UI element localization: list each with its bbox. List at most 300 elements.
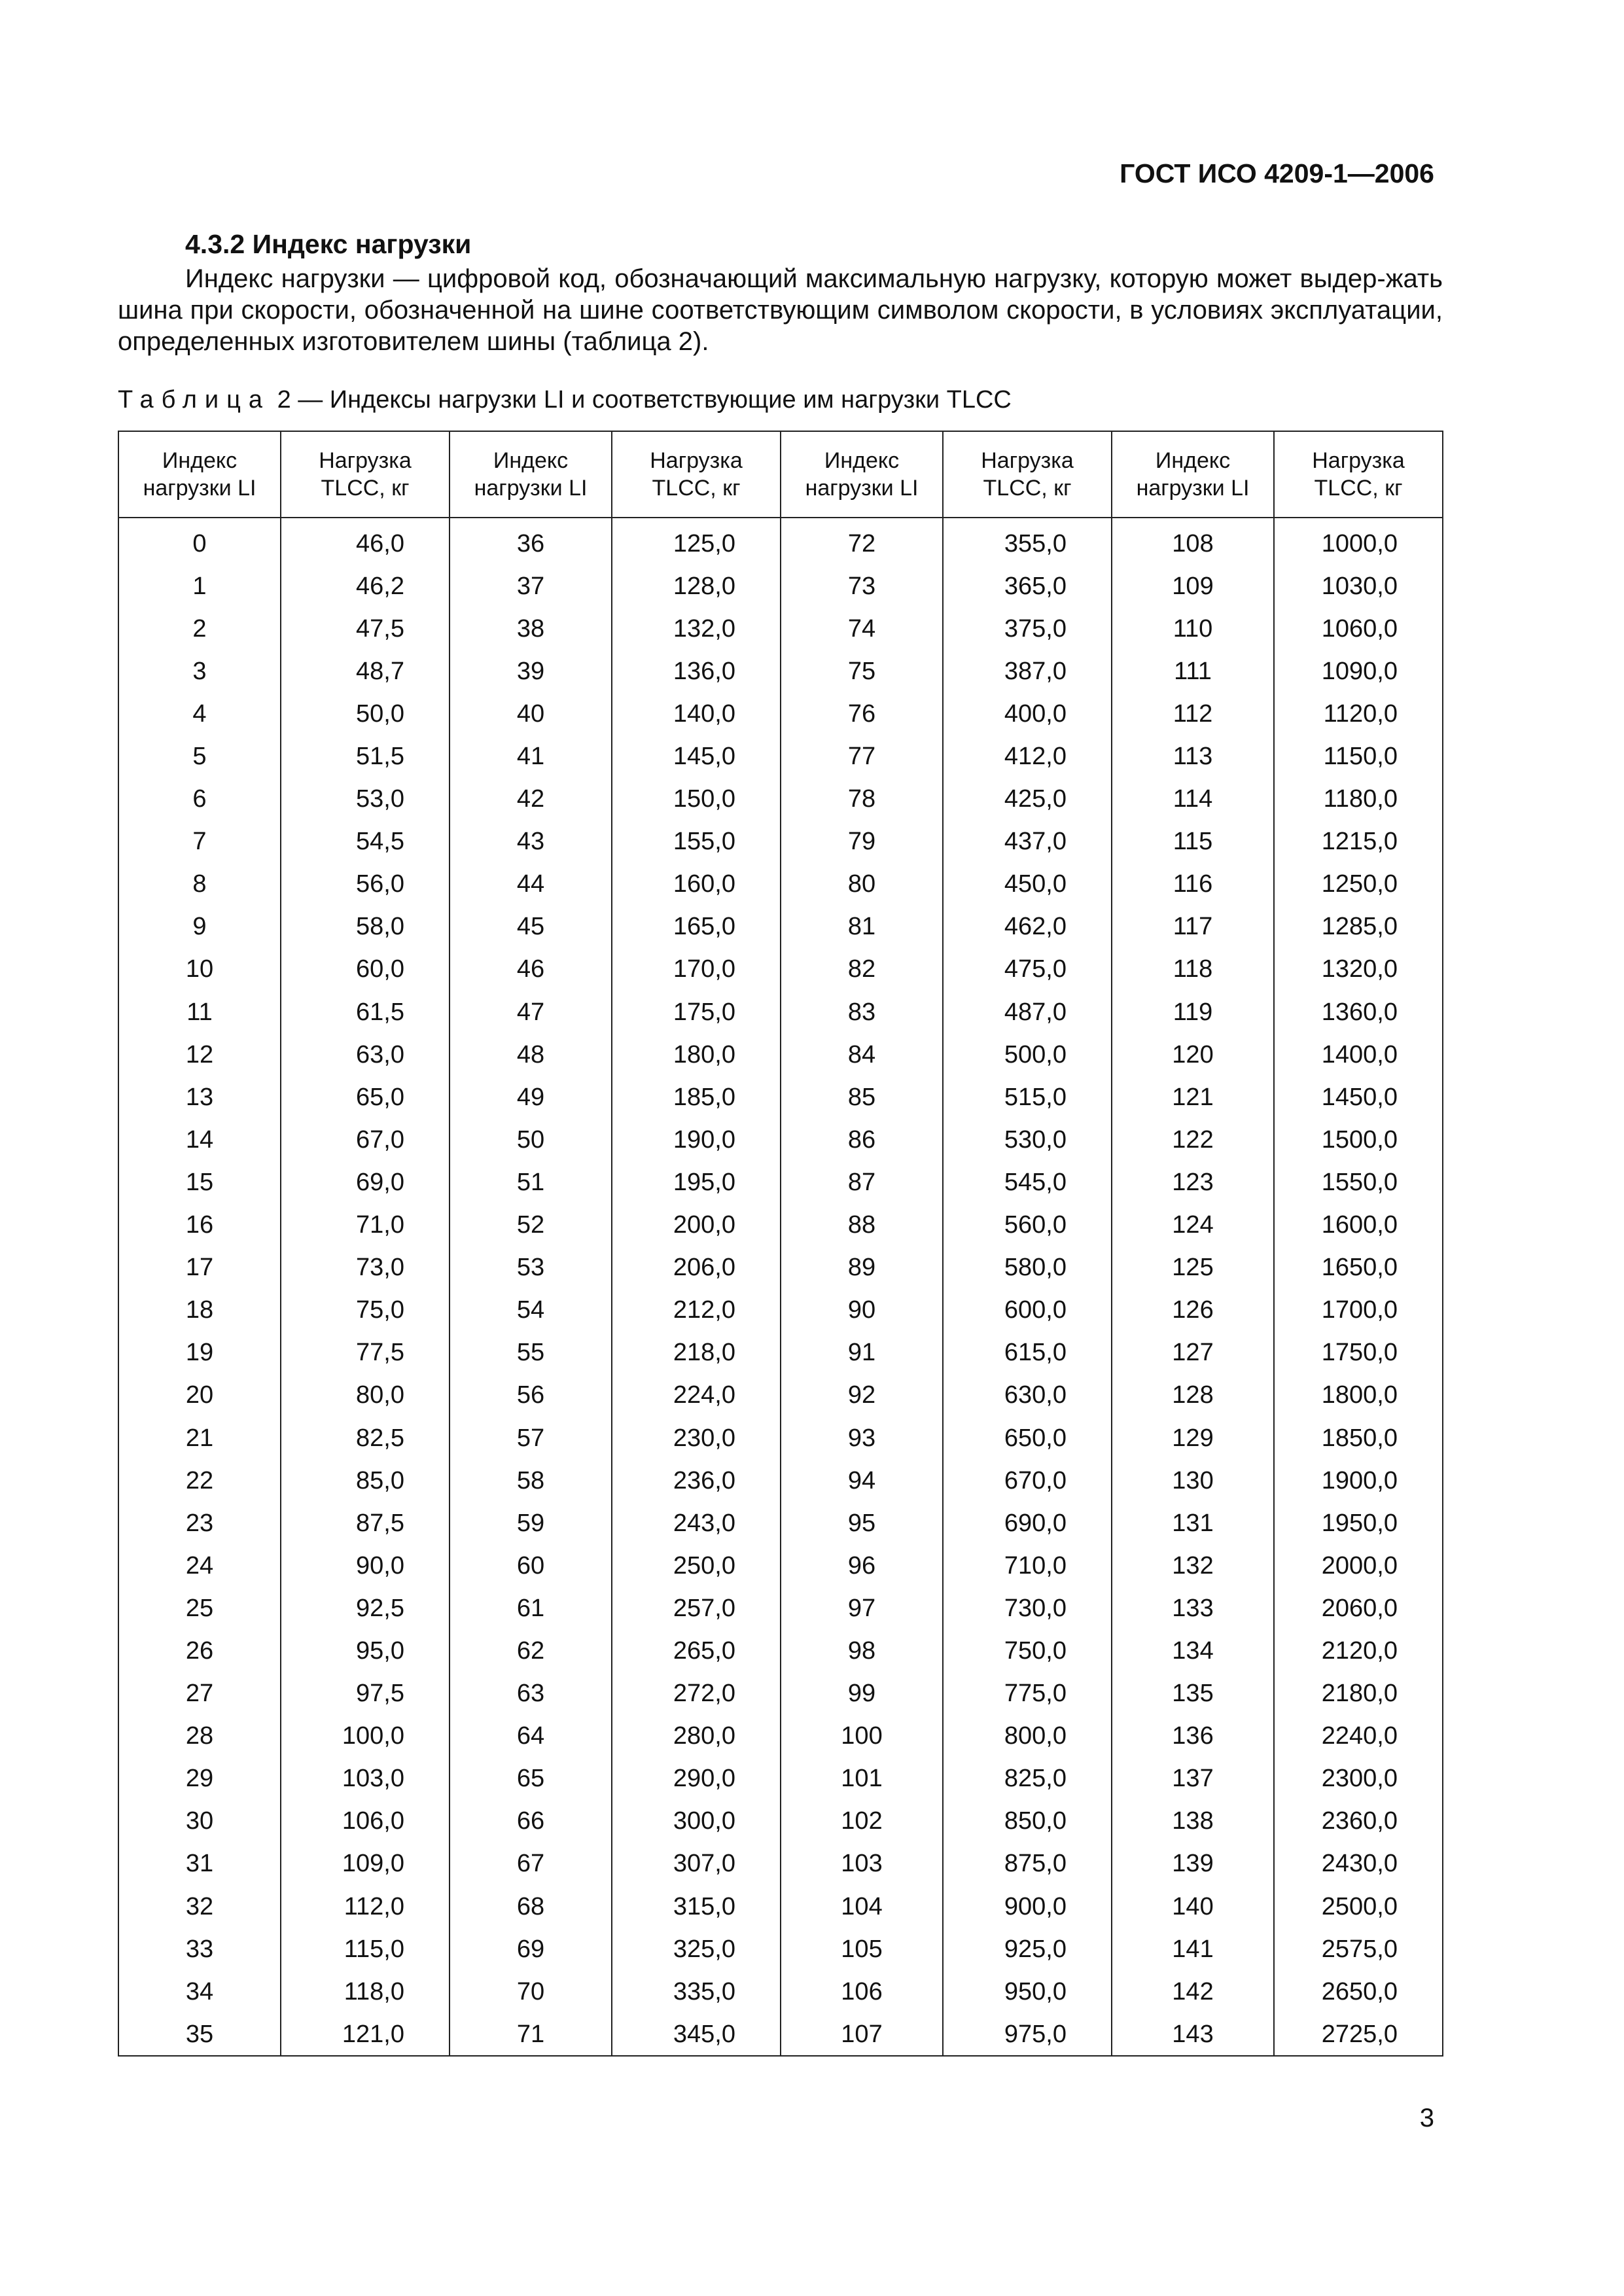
load-index-cell: 29: [118, 1757, 281, 1800]
load-value-cell: 365,0: [943, 565, 1112, 607]
table-row: [118, 1502, 1443, 1544]
load-value-cell: 925,0: [943, 1928, 1112, 1970]
table-row: [118, 991, 1443, 1033]
load-index-cell: 79: [781, 821, 943, 863]
load-value-cell: 54,5: [281, 821, 450, 863]
load-value-cell: 85,0: [281, 1459, 450, 1502]
load-value-cell: 315,0: [612, 1885, 781, 1928]
load-index-cell: 45: [450, 906, 612, 948]
load-value-cell: 128,0: [612, 565, 781, 607]
load-index-cell: 112: [1112, 692, 1274, 735]
load-index-cell: 104: [781, 1885, 943, 1928]
load-value-cell: 437,0: [943, 821, 1112, 863]
load-index-cell: 124: [1112, 1204, 1274, 1246]
load-index-cell: 86: [781, 1118, 943, 1161]
load-value-cell: 160,0: [612, 863, 781, 906]
load-index-cell: 35: [118, 2013, 281, 2056]
table-caption-prefix: Таблица: [118, 386, 270, 414]
table-row: [118, 692, 1443, 735]
header-load-index: Индекс нагрузки LI: [1112, 431, 1274, 518]
load-value-cell: 180,0: [612, 1033, 781, 1076]
load-value-cell: 206,0: [612, 1246, 781, 1289]
load-value-cell: 71,0: [281, 1204, 450, 1246]
load-index-cell: 16: [118, 1204, 281, 1246]
load-value-cell: 2120,0: [1274, 1629, 1443, 1672]
load-value-cell: 80,0: [281, 1374, 450, 1417]
load-value-cell: 1400,0: [1274, 1033, 1443, 1076]
load-value-cell: 600,0: [943, 1289, 1112, 1332]
load-value-cell: 73,0: [281, 1246, 450, 1289]
header-load-index: Индекс нагрузки LI: [118, 431, 281, 518]
load-index-cell: 75: [781, 650, 943, 692]
load-index-cell: 101: [781, 1757, 943, 1800]
load-value-cell: 450,0: [943, 863, 1112, 906]
load-index-cell: 41: [450, 735, 612, 777]
page-number: 3: [1419, 2104, 1434, 2132]
load-value-cell: 630,0: [943, 1374, 1112, 1417]
load-index-cell: 1: [118, 565, 281, 607]
load-index-cell: 128: [1112, 1374, 1274, 1417]
load-index-cell: 135: [1112, 1672, 1274, 1715]
load-value-cell: 1360,0: [1274, 991, 1443, 1033]
load-value-cell: 170,0: [612, 948, 781, 991]
load-index-cell: 91: [781, 1332, 943, 1374]
load-index-cell: 88: [781, 1204, 943, 1246]
load-value-cell: 56,0: [281, 863, 450, 906]
header-load-tlcc: Нагрузка TLCC, кг: [612, 431, 781, 518]
load-index-cell: 125: [1112, 1246, 1274, 1289]
header-load-index: Индекс нагрузки LI: [450, 431, 612, 518]
load-value-cell: 412,0: [943, 735, 1112, 777]
load-index-cell: 127: [1112, 1332, 1274, 1374]
table-caption: [118, 386, 1012, 414]
load-value-cell: 1215,0: [1274, 821, 1443, 863]
load-index-cell: 126: [1112, 1289, 1274, 1332]
load-index-cell: 47: [450, 991, 612, 1033]
table-row: [118, 906, 1443, 948]
load-value-cell: 2180,0: [1274, 1672, 1443, 1715]
load-index-cell: 140: [1112, 1885, 1274, 1928]
load-index-cell: 137: [1112, 1757, 1274, 1800]
load-index-cell: 141: [1112, 1928, 1274, 1970]
load-value-cell: 710,0: [943, 1544, 1112, 1587]
load-index-cell: 85: [781, 1076, 943, 1118]
load-value-cell: 650,0: [943, 1417, 1112, 1459]
load-value-cell: 155,0: [612, 821, 781, 863]
load-index-cell: 2: [118, 607, 281, 650]
load-index-cell: 51: [450, 1161, 612, 1203]
load-index-cell: 40: [450, 692, 612, 735]
load-value-cell: 750,0: [943, 1629, 1112, 1672]
table-row: [118, 1033, 1443, 1076]
load-value-cell: 145,0: [612, 735, 781, 777]
load-index-cell: 117: [1112, 906, 1274, 948]
load-index-cell: 20: [118, 1374, 281, 1417]
load-value-cell: 48,7: [281, 650, 450, 692]
load-index-cell: 67: [450, 1843, 612, 1885]
load-value-cell: 92,5: [281, 1587, 450, 1629]
load-value-cell: 132,0: [612, 607, 781, 650]
load-index-cell: 73: [781, 565, 943, 607]
load-value-cell: 175,0: [612, 991, 781, 1033]
load-value-cell: 2240,0: [1274, 1715, 1443, 1757]
load-index-cell: 11: [118, 991, 281, 1033]
load-index-cell: 68: [450, 1885, 612, 1928]
load-value-cell: 425,0: [943, 778, 1112, 821]
table-header-row: [118, 431, 1443, 518]
load-index-cell: 115: [1112, 821, 1274, 863]
load-value-cell: 775,0: [943, 1672, 1112, 1715]
load-index-cell: 4: [118, 692, 281, 735]
load-value-cell: 212,0: [612, 1289, 781, 1332]
load-value-cell: 335,0: [612, 1970, 781, 2013]
load-index-cell: 0: [118, 518, 281, 565]
load-index-cell: 31: [118, 1843, 281, 1885]
load-index-cell: 106: [781, 1970, 943, 2013]
load-index-cell: 98: [781, 1629, 943, 1672]
load-value-cell: 165,0: [612, 906, 781, 948]
load-value-cell: 1320,0: [1274, 948, 1443, 991]
load-value-cell: 1950,0: [1274, 1502, 1443, 1544]
table-caption-text: 2 — Индексы нагрузки LI и соответствующие им нагрузки TLCC: [277, 386, 1012, 414]
table-row: [118, 1417, 1443, 1459]
load-value-cell: 1090,0: [1274, 650, 1443, 692]
load-index-cell: 14: [118, 1118, 281, 1161]
load-index-cell: 139: [1112, 1843, 1274, 1885]
load-index-cell: 113: [1112, 735, 1274, 777]
table-row: [118, 1544, 1443, 1587]
load-index-cell: 59: [450, 1502, 612, 1544]
load-index-cell: 28: [118, 1715, 281, 1757]
load-index-cell: 32: [118, 1885, 281, 1928]
load-index-cell: 23: [118, 1502, 281, 1544]
table-row: [118, 650, 1443, 692]
load-value-cell: 236,0: [612, 1459, 781, 1502]
load-index-cell: 10: [118, 948, 281, 991]
table-row: [118, 1332, 1443, 1374]
load-value-cell: 46,2: [281, 565, 450, 607]
table-row: [118, 1289, 1443, 1332]
load-index-cell: 27: [118, 1672, 281, 1715]
load-value-cell: 2575,0: [1274, 1928, 1443, 1970]
load-index-cell: 24: [118, 1544, 281, 1587]
table-row: [118, 948, 1443, 991]
load-index-cell: 22: [118, 1459, 281, 1502]
load-index-cell: 70: [450, 1970, 612, 2013]
table-row: [118, 1672, 1443, 1715]
load-index-cell: 108: [1112, 518, 1274, 565]
table-body: [118, 518, 1443, 2056]
header-load-index: Индекс нагрузки LI: [781, 431, 943, 518]
table-row: [118, 1161, 1443, 1203]
load-value-cell: 95,0: [281, 1629, 450, 1672]
load-index-cell: 48: [450, 1033, 612, 1076]
load-index-cell: 96: [781, 1544, 943, 1587]
load-value-cell: 1250,0: [1274, 863, 1443, 906]
table-row: [118, 1118, 1443, 1161]
load-value-cell: 325,0: [612, 1928, 781, 1970]
load-value-cell: 150,0: [612, 778, 781, 821]
load-index-cell: 116: [1112, 863, 1274, 906]
load-index-cell: 55: [450, 1332, 612, 1374]
load-index-cell: 133: [1112, 1587, 1274, 1629]
load-index-cell: 39: [450, 650, 612, 692]
header-load-tlcc: Нагрузка TLCC, кг: [281, 431, 450, 518]
load-value-cell: 975,0: [943, 2013, 1112, 2056]
load-value-cell: 218,0: [612, 1332, 781, 1374]
load-value-cell: 53,0: [281, 778, 450, 821]
load-index-cell: 71: [450, 2013, 612, 2056]
load-value-cell: 118,0: [281, 1970, 450, 2013]
load-value-cell: 875,0: [943, 1843, 1112, 1885]
load-value-cell: 2300,0: [1274, 1757, 1443, 1800]
section-number: 4.3.2: [185, 229, 245, 259]
load-index-cell: 130: [1112, 1459, 1274, 1502]
load-value-cell: 58,0: [281, 906, 450, 948]
load-value-cell: 2360,0: [1274, 1800, 1443, 1843]
load-index-cell: 62: [450, 1629, 612, 1672]
table-row: [118, 607, 1443, 650]
load-index-cell: 129: [1112, 1417, 1274, 1459]
table-row: [118, 2013, 1443, 2056]
load-index-cell: 121: [1112, 1076, 1274, 1118]
load-index-cell: 12: [118, 1033, 281, 1076]
load-index-cell: 63: [450, 1672, 612, 1715]
load-index-cell: 25: [118, 1587, 281, 1629]
load-index-cell: 19: [118, 1332, 281, 1374]
load-value-cell: 50,0: [281, 692, 450, 735]
load-index-cell: 93: [781, 1417, 943, 1459]
load-index-cell: 123: [1112, 1161, 1274, 1203]
load-value-cell: 265,0: [612, 1629, 781, 1672]
load-value-cell: 2650,0: [1274, 1970, 1443, 2013]
table-row: [118, 1374, 1443, 1417]
load-value-cell: 136,0: [612, 650, 781, 692]
document-header: ГОСТ ИСО 4209-1—2006: [1120, 158, 1434, 188]
load-value-cell: 2725,0: [1274, 2013, 1443, 2056]
load-index-cell: 52: [450, 1204, 612, 1246]
load-index-cell: 57: [450, 1417, 612, 1459]
load-value-cell: 115,0: [281, 1928, 450, 1970]
load-value-cell: 2430,0: [1274, 1843, 1443, 1885]
load-value-cell: 800,0: [943, 1715, 1112, 1757]
load-index-cell: 92: [781, 1374, 943, 1417]
load-index-cell: 38: [450, 607, 612, 650]
load-index-cell: 94: [781, 1459, 943, 1502]
load-index-cell: 44: [450, 863, 612, 906]
load-value-cell: 46,0: [281, 518, 450, 565]
load-index-cell: 100: [781, 1715, 943, 1757]
load-index-cell: 107: [781, 2013, 943, 2056]
load-value-cell: 300,0: [612, 1800, 781, 1843]
table-row: [118, 1885, 1443, 1928]
load-index-cell: 118: [1112, 948, 1274, 991]
load-index-cell: 122: [1112, 1118, 1274, 1161]
load-index-cell: 105: [781, 1928, 943, 1970]
section-paragraph: Индекс нагрузки — цифровой код, обозначающий максимальную нагрузку, которую может выдер-жать шина при скорости, обозначенной на шине соответствующим символом скорости, в условиях эксплуатации, определенных изготовителем шины (таблица 2).: [118, 264, 1443, 356]
table-row: [118, 863, 1443, 906]
load-value-cell: 580,0: [943, 1246, 1112, 1289]
load-value-cell: 560,0: [943, 1204, 1112, 1246]
load-value-cell: 1800,0: [1274, 1374, 1443, 1417]
load-value-cell: 243,0: [612, 1502, 781, 1544]
load-value-cell: 1900,0: [1274, 1459, 1443, 1502]
load-index-cell: 15: [118, 1161, 281, 1203]
load-value-cell: 400,0: [943, 692, 1112, 735]
load-value-cell: 82,5: [281, 1417, 450, 1459]
load-value-cell: 60,0: [281, 948, 450, 991]
load-value-cell: 2060,0: [1274, 1587, 1443, 1629]
load-index-cell: 9: [118, 906, 281, 948]
load-index-cell: 65: [450, 1757, 612, 1800]
load-index-cell: 6: [118, 778, 281, 821]
load-index-cell: 99: [781, 1672, 943, 1715]
load-value-cell: 61,5: [281, 991, 450, 1033]
table-row: [118, 1459, 1443, 1502]
load-index-cell: 26: [118, 1629, 281, 1672]
load-value-cell: 530,0: [943, 1118, 1112, 1161]
load-value-cell: 1500,0: [1274, 1118, 1443, 1161]
table-row: [118, 735, 1443, 777]
load-value-cell: 90,0: [281, 1544, 450, 1587]
load-value-cell: 487,0: [943, 991, 1112, 1033]
load-index-cell: 132: [1112, 1544, 1274, 1587]
load-index-cell: 56: [450, 1374, 612, 1417]
load-value-cell: 67,0: [281, 1118, 450, 1161]
table-row: [118, 1843, 1443, 1885]
load-value-cell: 47,5: [281, 607, 450, 650]
table-row: [118, 518, 1443, 565]
load-value-cell: 109,0: [281, 1843, 450, 1885]
load-index-cell: 114: [1112, 778, 1274, 821]
table-row: [118, 1076, 1443, 1118]
load-index-cell: 61: [450, 1587, 612, 1629]
load-index-cell: 97: [781, 1587, 943, 1629]
table-row: [118, 1246, 1443, 1289]
load-value-cell: 290,0: [612, 1757, 781, 1800]
load-index-cell: 7: [118, 821, 281, 863]
header-load-tlcc: Нагрузка TLCC, кг: [1274, 431, 1443, 518]
load-value-cell: 106,0: [281, 1800, 450, 1843]
load-value-cell: 1600,0: [1274, 1204, 1443, 1246]
load-value-cell: 307,0: [612, 1843, 781, 1885]
load-value-cell: 1750,0: [1274, 1332, 1443, 1374]
load-value-cell: 103,0: [281, 1757, 450, 1800]
section-title: Индекс нагрузки: [252, 229, 472, 259]
load-value-cell: 97,5: [281, 1672, 450, 1715]
load-index-cell: 8: [118, 863, 281, 906]
load-index-cell: 82: [781, 948, 943, 991]
load-index-cell: 43: [450, 821, 612, 863]
load-value-cell: 280,0: [612, 1715, 781, 1757]
load-value-cell: 125,0: [612, 518, 781, 565]
load-index-cell: 103: [781, 1843, 943, 1885]
load-value-cell: 1030,0: [1274, 565, 1443, 607]
load-value-cell: 825,0: [943, 1757, 1112, 1800]
table-row: [118, 1928, 1443, 1970]
load-value-cell: 100,0: [281, 1715, 450, 1757]
load-value-cell: 195,0: [612, 1161, 781, 1203]
load-value-cell: 257,0: [612, 1587, 781, 1629]
load-index-cell: 136: [1112, 1715, 1274, 1757]
load-index-cell: 78: [781, 778, 943, 821]
load-index-cell: 72: [781, 518, 943, 565]
load-value-cell: 1450,0: [1274, 1076, 1443, 1118]
load-value-cell: 900,0: [943, 1885, 1112, 1928]
load-value-cell: 112,0: [281, 1885, 450, 1928]
load-value-cell: 1180,0: [1274, 778, 1443, 821]
load-index-cell: 90: [781, 1289, 943, 1332]
load-index-cell: 89: [781, 1246, 943, 1289]
load-index-cell: 36: [450, 518, 612, 565]
load-value-cell: 1700,0: [1274, 1289, 1443, 1332]
table-row: [118, 1204, 1443, 1246]
load-value-cell: 1060,0: [1274, 607, 1443, 650]
load-value-cell: 515,0: [943, 1076, 1112, 1118]
load-value-cell: 387,0: [943, 650, 1112, 692]
table-row: [118, 565, 1443, 607]
load-index-cell: 76: [781, 692, 943, 735]
load-value-cell: 730,0: [943, 1587, 1112, 1629]
load-index-cell: 111: [1112, 650, 1274, 692]
load-value-cell: 850,0: [943, 1800, 1112, 1843]
load-index-cell: 120: [1112, 1033, 1274, 1076]
load-index-cell: 138: [1112, 1800, 1274, 1843]
load-value-cell: 1850,0: [1274, 1417, 1443, 1459]
load-value-cell: 272,0: [612, 1672, 781, 1715]
load-index-cell: 77: [781, 735, 943, 777]
load-index-cell: 21: [118, 1417, 281, 1459]
table-row: [118, 1800, 1443, 1843]
load-index-cell: 50: [450, 1118, 612, 1161]
table-row: [118, 778, 1443, 821]
load-value-cell: 375,0: [943, 607, 1112, 650]
header-load-tlcc: Нагрузка TLCC, кг: [943, 431, 1112, 518]
load-index-cell: 33: [118, 1928, 281, 1970]
load-value-cell: 140,0: [612, 692, 781, 735]
load-value-cell: 1150,0: [1274, 735, 1443, 777]
load-index-cell: 131: [1112, 1502, 1274, 1544]
load-value-cell: 1550,0: [1274, 1161, 1443, 1203]
load-value-cell: 2500,0: [1274, 1885, 1443, 1928]
load-index-cell: 83: [781, 991, 943, 1033]
load-value-cell: 355,0: [943, 518, 1112, 565]
load-index-cell: 49: [450, 1076, 612, 1118]
load-value-cell: 185,0: [612, 1076, 781, 1118]
section-heading: [185, 229, 471, 260]
load-index-cell: 42: [450, 778, 612, 821]
load-value-cell: 545,0: [943, 1161, 1112, 1203]
load-value-cell: 345,0: [612, 2013, 781, 2056]
load-value-cell: 1285,0: [1274, 906, 1443, 948]
load-index-cell: 5: [118, 735, 281, 777]
load-index-cell: 64: [450, 1715, 612, 1757]
load-index-cell: 34: [118, 1970, 281, 2013]
load-value-cell: 615,0: [943, 1332, 1112, 1374]
load-index-cell: 95: [781, 1502, 943, 1544]
load-index-cell: 109: [1112, 565, 1274, 607]
load-value-cell: 670,0: [943, 1459, 1112, 1502]
load-value-cell: 224,0: [612, 1374, 781, 1417]
load-value-cell: 75,0: [281, 1289, 450, 1332]
load-value-cell: 69,0: [281, 1161, 450, 1203]
load-value-cell: 690,0: [943, 1502, 1112, 1544]
load-value-cell: 475,0: [943, 948, 1112, 991]
load-index-cell: 54: [450, 1289, 612, 1332]
load-value-cell: 77,5: [281, 1332, 450, 1374]
load-value-cell: 250,0: [612, 1544, 781, 1587]
load-index-cell: 143: [1112, 2013, 1274, 2056]
